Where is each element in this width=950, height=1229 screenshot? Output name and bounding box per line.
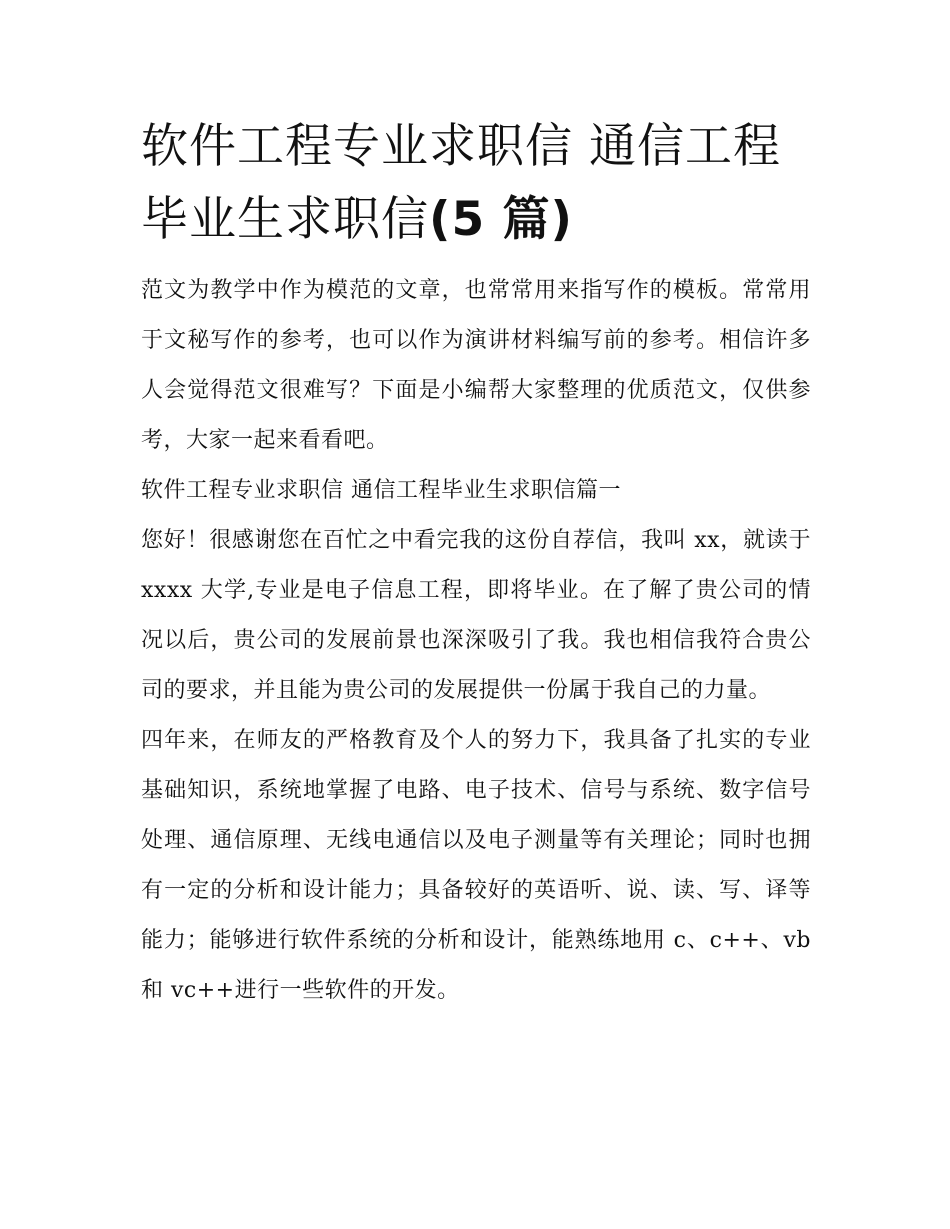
skills-paragraph: 四年来，在师友的严格教育及个人的努力下，我具备了扎实的专业基础知识，系统地掌握了电路、电子技术、信号与系统、数字信号处理、通信原理、无线电通信以及电子测量等有关理论；同时也拥有一定的分析和设计能力；具备较好的英语听、说、读、写、译等能力；能够进行软件系统的分析和设计，能熟练地用 c、c++、vb 和 vc++进行一些软件的开发。 — [141, 728, 811, 1003]
document-title — [141, 110, 811, 256]
section-heading: 软件工程专业求职信 通信工程毕业生求职信篇一 — [141, 478, 621, 503]
title-count-text: (5 篇) — [429, 192, 574, 247]
document-content — [141, 110, 811, 1016]
intro-paragraph: 范文为教学中作为模范的文章，也常常用来指写作的模板。常常用于文秘写作的参考，也可以作为演讲材料编写前的参考。相信许多人会觉得范文很难写？下面是小编帮大家整理的优质范文，仅供参考，大家一起来看看吧。 — [141, 278, 811, 453]
greeting-paragraph: 您好！很感谢您在百忙之中看完我的这份自荐信，我叫 xx，就读于 xxxx 大学,专业是电子信息工程，即将毕业。在了解了贵公司的情况以后，贵公司的发展前景也深深吸引了我。我也相信我符合贵公司的要求，并且能为贵公司的发展提供一份属于我自己的力量。 — [141, 528, 811, 703]
title-main-text: 软件工程专业求职信 通信工程毕业生求职信 — [141, 119, 781, 247]
